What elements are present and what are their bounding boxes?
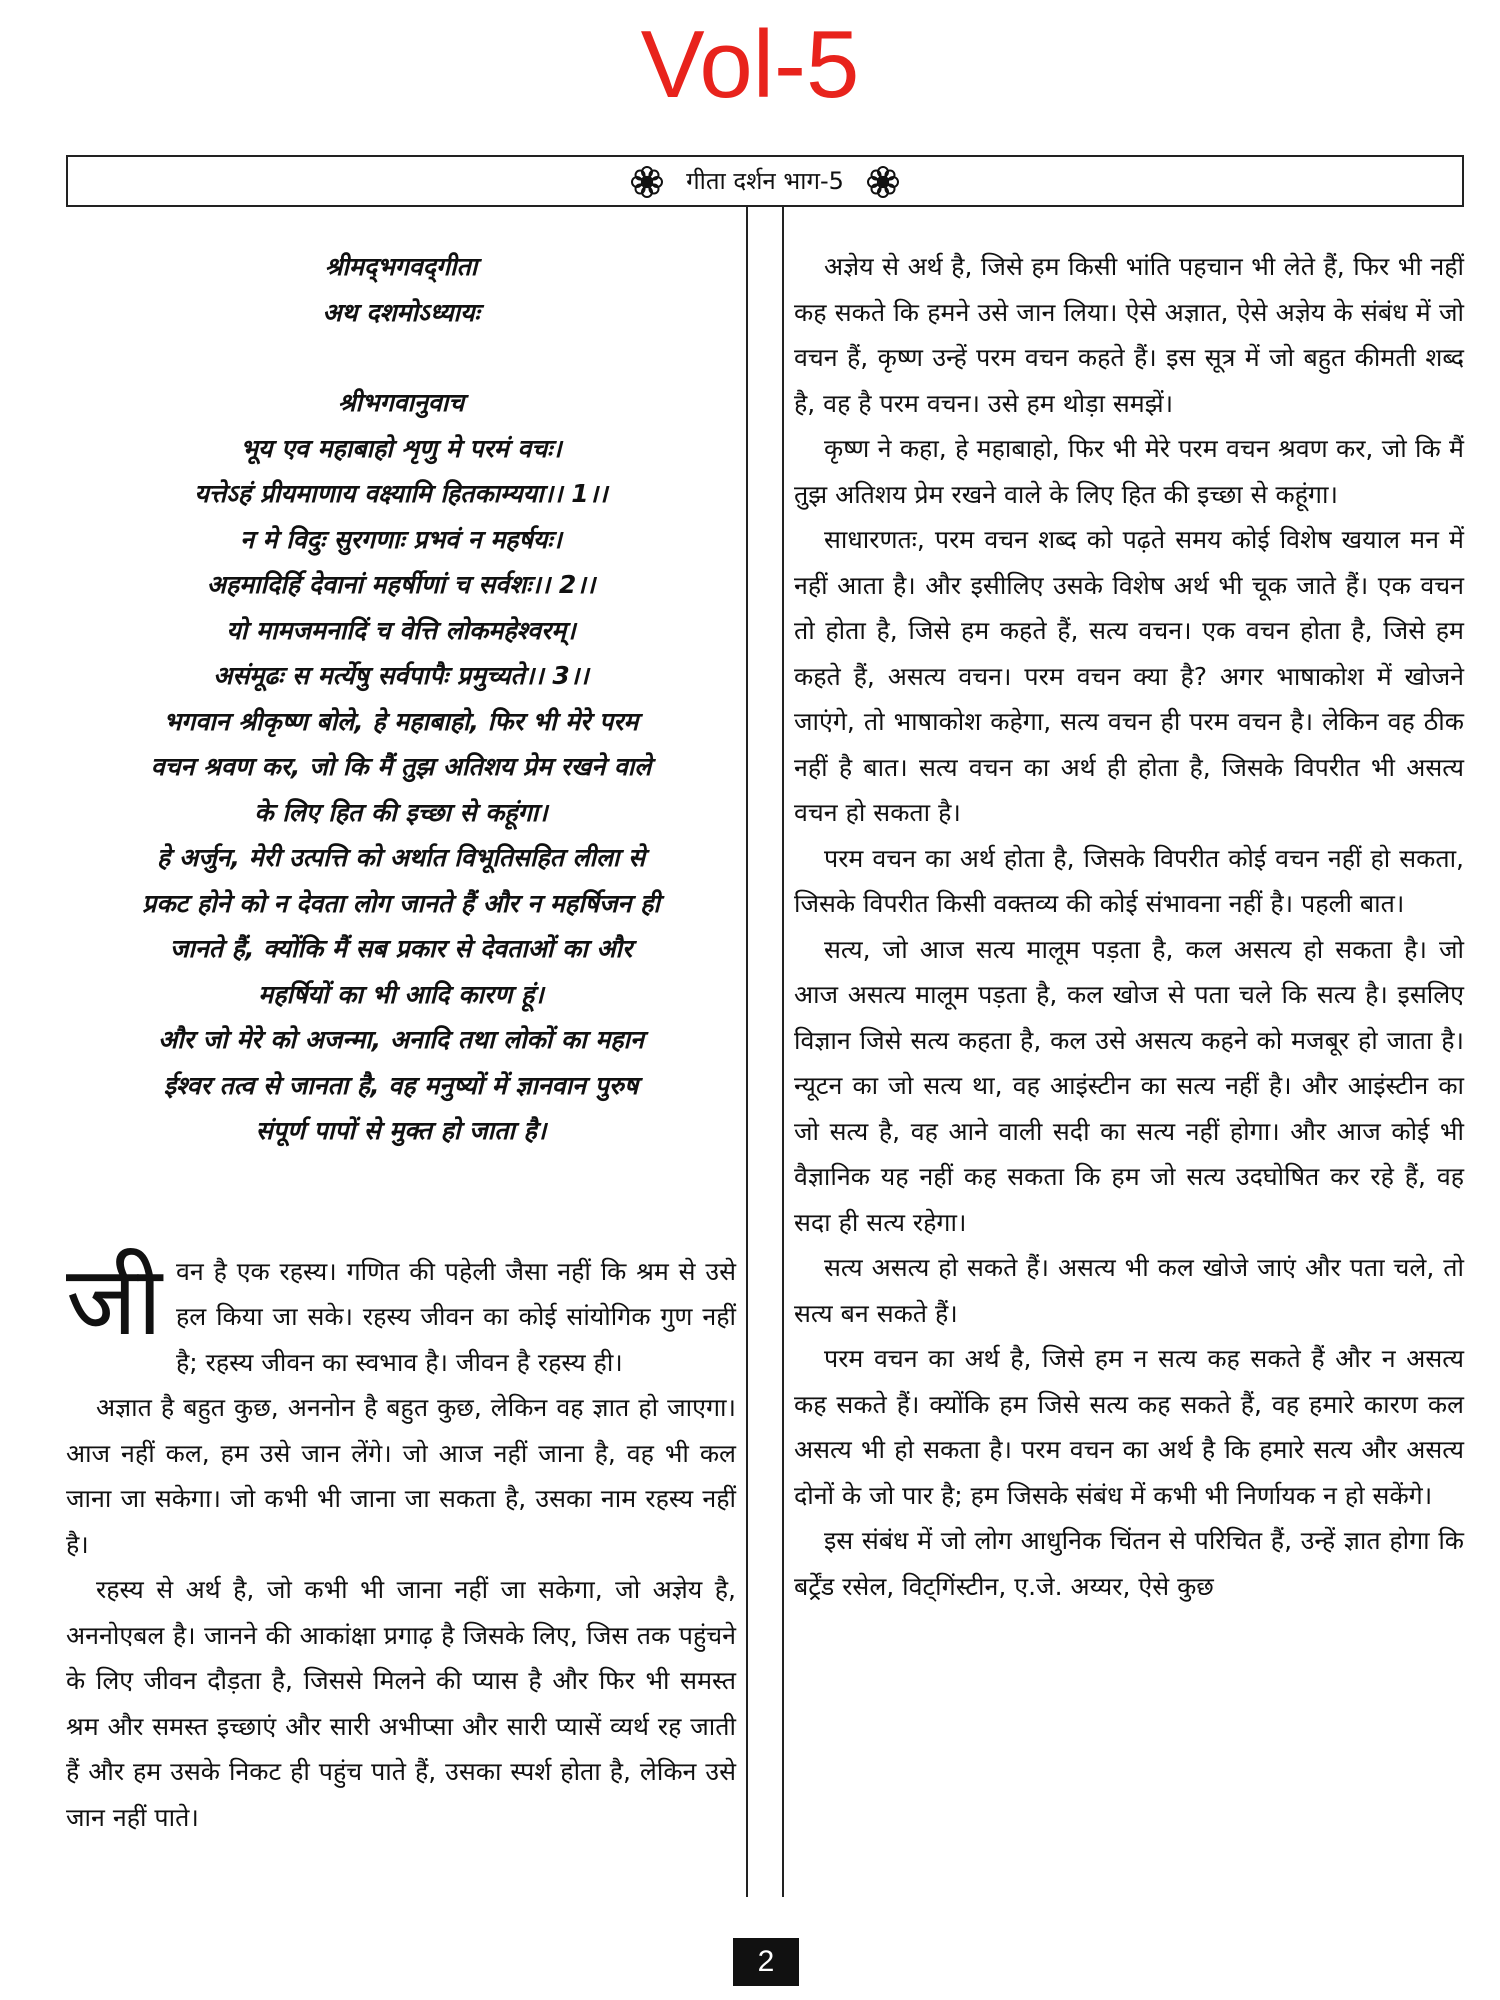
verse-line: भगवान श्रीकृष्ण बोले, हे महाबाहो, फिर भी मेरे परम	[163, 706, 639, 736]
flower-ornament-icon	[866, 165, 900, 199]
column-rule-right	[782, 207, 784, 1897]
verse-line: हे अर्जुन, मेरी उत्पत्ति को अर्थात विभूतिसहित लीला से	[156, 843, 646, 872]
verse-line: यत्तेऽहं प्रीयमाणाय वक्ष्यामि हितकाम्यया।। 1।।	[194, 479, 608, 508]
paragraph: वन है एक रहस्य। गणित की पहेली जैसा नहीं कि श्रम से उसे हल किया जा सके। रहस्य जीवन का कोई सांयोगिक गुण नहीं है; रहस्य जीवन का स्वभाव है। जीवन है रहस्य ही।	[176, 1256, 736, 1377]
verse-line: अथ दशमोऽध्यायः	[322, 297, 480, 327]
paragraph: परम वचन का अर्थ है, जिसे हम न सत्य कह सकते हैं और न असत्य कह सकते हैं। क्योंकि हम जिसे सत्य कह सकते हैं, वह हमारे कारण कल असत्य भी हो सकता है। परम वचन का अर्थ है कि हमारे सत्य और असत्य दोनों के जो पार है; हम जिसके संबंध में कभी भी निर्णायक न हो सकेंगे।	[794, 1344, 1464, 1510]
sanskrit-verse-block	[66, 244, 736, 1154]
paragraph: सत्य असत्य हो सकते हैं। असत्य भी कल खोजे जाएं और पता चले, तो सत्य बन सकते हैं।	[794, 1253, 1464, 1328]
verse-line: वचन श्रवण कर, जो कि मैं तुझ अतिशय प्रेम रखने वाले	[150, 752, 652, 781]
left-body-text	[66, 1244, 736, 1841]
verse-line: श्रीमद्‌भगवद्‌गीता	[324, 252, 478, 281]
verse-line: अहमादिर्हि देवानां महर्षीणां च सर्वशः।। 2।।	[206, 570, 596, 599]
verse-line: श्रीभगवानुवाच	[337, 388, 465, 417]
paragraph: अज्ञात है बहुत कुछ, अननोन है बहुत कुछ, लेकिन वह ज्ञात हो जाएगा। आज नहीं कल, हम उसे जान लेंगे। जो आज नहीं जाना है, वह भी कल जाना जा सकेगा। जो कभी भी जाना जा सकता है, उसका नाम रहस्य नहीं है।	[66, 1393, 736, 1559]
header-title: गीता दर्शन भाग-5	[686, 167, 844, 195]
drop-cap: जी	[66, 1244, 163, 1357]
running-header	[66, 155, 1464, 207]
verse-line: भूय एव महाबाहो शृणु मे परमं वचः।	[240, 433, 562, 463]
paragraph: रहस्य से अर्थ है, जो कभी भी जाना नहीं जा सकेगा, जो अज्ञेय है, अननोएबल है। जानने की आकांक्षा प्रगाढ़ है जिसके लिए, जिस तक पहुंचने के लिए जीवन दौड़ता है, जिससे मिलने की प्यास है और फिर भी समस्त श्रम और समस्त इच्छाएं और सारी अभीप्सा और सारी प्यासें व्यर्थ रह जाती हैं और हम उसके निकट ही पहुंच पाते हैं, उसका स्पर्श होता है, लेकिन उसे जान नहीं पाते।	[66, 1575, 736, 1832]
paragraph: इस संबंध में जो लोग आधुनिक चिंतन से परिचित हैं, उन्हें ज्ञात होगा कि बर्ट्रेंड रसेल, विट्‌गिंस्टीन, ए.जे. अय्यर, ऐसे कुछ	[794, 1526, 1464, 1601]
flower-ornament-icon	[630, 165, 664, 199]
left-column	[66, 244, 736, 1840]
paragraph: सत्य, जो आज सत्य मालूम पड़ता है, कल असत्य हो सकता है। जो आज असत्य मालूम पड़ता है, कल खोज से पता चले कि सत्य है। इसलिए विज्ञान जिसे सत्य कहता है, कल उसे असत्य कहने को मजबूर हो जाता है। न्यूटन का जो सत्य था, वह आइंस्टीन का सत्य नहीं है। और आइंस्टीन का जो सत्य है, वह आने वाली सदी का सत्य नहीं होगा। और आज कोई भी वैज्ञानिक यह नहीं कह सकता कि हम जो सत्य उदघोषित कर रहे हैं, वह सदा ही सत्य रहेगा।	[794, 934, 1464, 1237]
verse-line: प्रकट होने को न देवता लोग जानते हैं और न महर्षिजन ही	[142, 888, 660, 918]
verse-line: के लिए हित की इच्छा से कहूंगा।	[254, 797, 548, 827]
verse-line: और जो मेरे को अजन्मा, अनादि तथा लोकों का महान	[158, 1025, 644, 1054]
volume-label: Vol-5	[640, 11, 860, 118]
paragraph: कृष्ण ने कहा, हे महाबाहो, फिर भी मेरे परम वचन श्रवण कर, जो कि मैं तुझ अतिशय प्रेम रखने वाले के लिए हित की इच्छा से कहूंगा।	[794, 434, 1464, 509]
verse-line: महर्षियों का भी आदि कारण हूं।	[258, 979, 544, 1009]
right-column	[794, 244, 1464, 1609]
paragraph: परम वचन का अर्थ होता है, जिसके विपरीत कोई वचन नहीं हो सकता, जिसके विपरीत किसी वक्तव्य की कोई संभावना नहीं है। पहली बात।	[794, 843, 1464, 918]
verse-line: यो मामजमनादिं च वेत्ति लोकमहेश्वरम्‌।	[226, 615, 576, 645]
verse-line: न मे विदुः सुरगणाः प्रभवं न महर्षयः।	[240, 524, 562, 554]
verse-line: ईश्वर तत्व से जानता है, वह मनुष्यों में ज्ञानवान पुरुष	[163, 1070, 639, 1100]
verse-line: जानते हैं, क्योंकि मैं सब प्रकार से देवताओं का और	[169, 934, 633, 963]
paragraph: अज्ञेय से अर्थ है, जिसे हम किसी भांति पहचान भी लेते हैं, फिर भी नहीं कह सकते कि हमने उसे जान लिया। ऐसे अज्ञात, ऐसे अज्ञेय के संबंध में जो वचन हैं, कृष्ण उन्हें परम वचन कहते हैं। इस सूत्र में जो बहुत कीमती शब्द है, वह है परम वचन। उसे हम थोड़ा समझें।	[794, 252, 1464, 418]
page-number: 2	[733, 1938, 799, 1986]
verse-line: असंमूढः स मर्त्येषु सर्वपापैः प्रमुच्यते।। 3।।	[213, 661, 589, 690]
paragraph: साधारणतः, परम वचन शब्द को पढ़ते समय कोई विशेष खयाल मन में नहीं आता है। और इसीलिए उसके विशेष अर्थ भी चूक जाते हैं। एक वचन तो होता है, जिसे हम कहते हैं, सत्य वचन। एक वचन होता है, जिसे हम कहते हैं, असत्य वचन। परम वचन क्या है? अगर भाषाकोश में खोजने जाएंगे, तो भाषाकोश कहेगा, सत्य वचन ही परम वचन है। लेकिन वह ठीक नहीं है बात। सत्य वचन का अर्थ ही होता है, जिसके विपरीत भी असत्य वचन हो सकता है।	[794, 525, 1464, 827]
verse-line: संपूर्ण पापों से मुक्त हो जाता है।	[255, 1116, 547, 1145]
column-rule-left	[746, 207, 748, 1897]
